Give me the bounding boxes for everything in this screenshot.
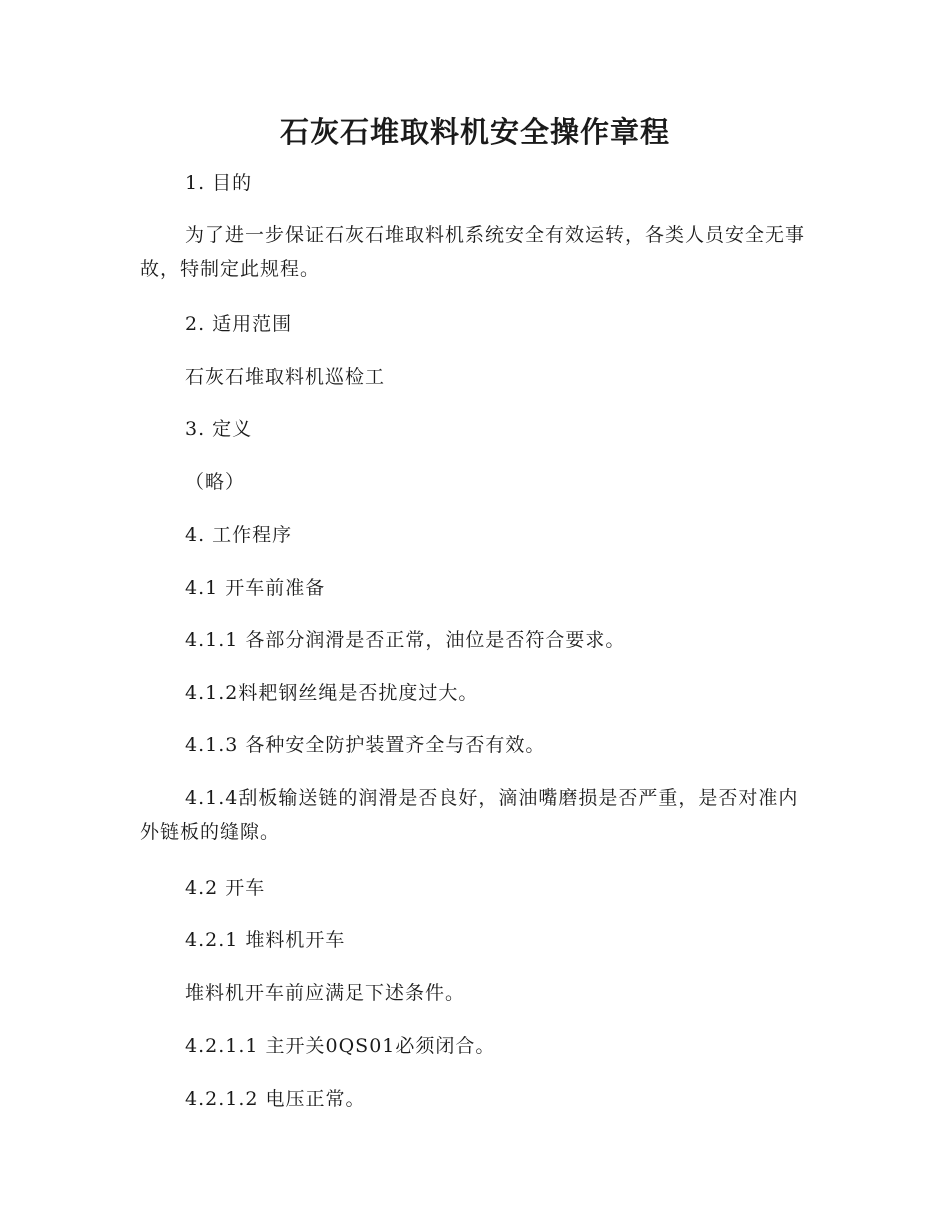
list-item-4-1-4: 4.1.4刮板输送链的润滑是否良好，滴油嘴磨损是否严重，是否对准内外链板的缝隙。 (140, 787, 799, 843)
section-heading-definition: 3. 定义 (185, 418, 253, 440)
subsection-heading-start: 4.2 开车 (185, 877, 266, 899)
paragraph-purpose: 为了进一步保证石灰石堆取料机系统安全有效运转，各类人员安全无事故，特制定此规程。 (140, 224, 806, 280)
subsection-heading-stacker-start: 4.2.1 堆料机开车 (185, 929, 346, 951)
section-heading-scope: 2. 适用范围 (185, 313, 293, 335)
list-item-4-1-2: 4.1.2料耙钢丝绳是否扰度过大。 (185, 682, 479, 704)
list-item-4-2-1-2: 4.2.1.2 电压正常。 (185, 1088, 366, 1110)
document-title: 石灰石堆取料机安全操作章程 (279, 115, 670, 149)
list-item-4-2-1-1: 4.2.1.1 主开关0QS01必须闭合。 (185, 1035, 496, 1057)
section-heading-purpose: 1. 目的 (185, 172, 253, 194)
list-item-4-1-1: 4.1.1 各部分润滑是否正常，油位是否符合要求。 (185, 629, 626, 651)
subsection-heading-preparation: 4.1 开车前准备 (185, 577, 326, 599)
section-heading-procedure: 4. 工作程序 (185, 524, 293, 546)
paragraph-start-conditions: 堆料机开车前应满足下述条件。 (185, 982, 466, 1004)
list-item-4-1-3: 4.1.3 各种安全防护装置齐全与否有效。 (185, 734, 546, 756)
paragraph-definition: （略） (185, 471, 246, 493)
paragraph-scope: 石灰石堆取料机巡检工 (185, 366, 386, 388)
